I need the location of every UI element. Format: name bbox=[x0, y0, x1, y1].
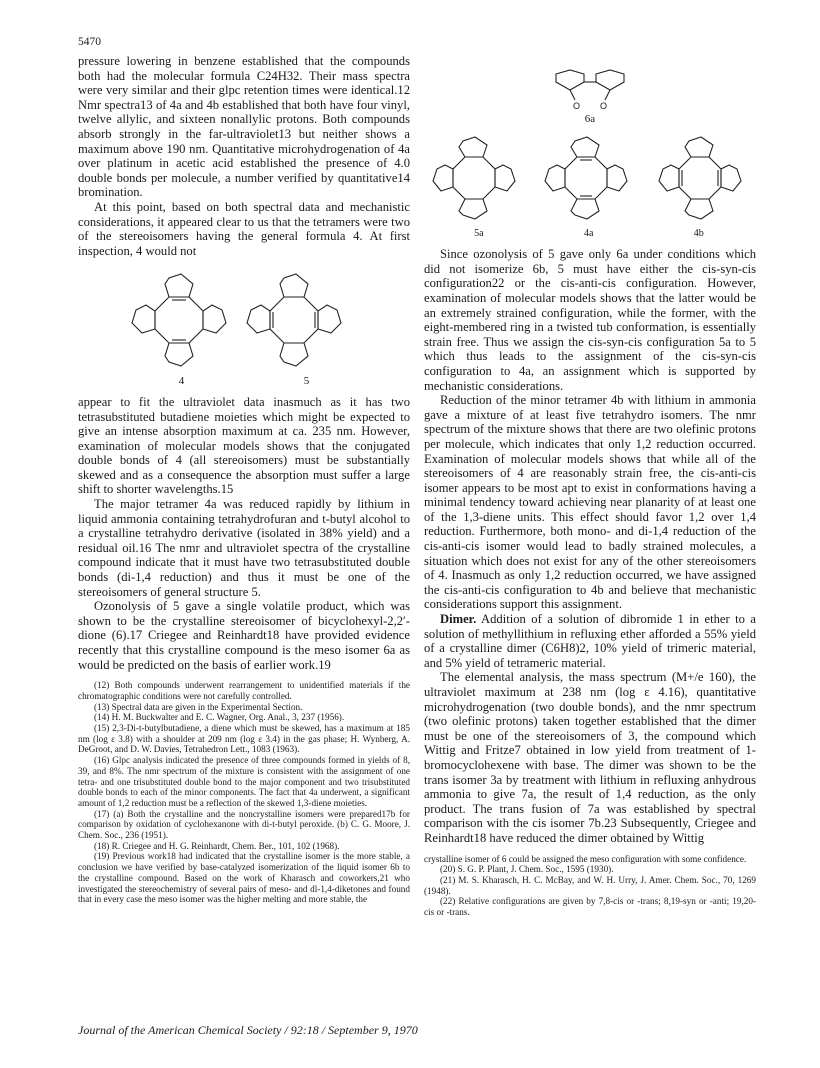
paragraph: Since ozonolysis of 5 gave only 6a under conditions which did not isomerize 6b, 5 must have either the cis-syn-cis configuration22 or the cis-anti-cis configuration. However, examination of molecular models shows that the latter would be an extremely strained configuration, while the former, with the eight-membered ring in a twisted tub conformation, is essentially strain free. Thus we assign the cis-syn-cis configuration 5a to 5 which thus leads to the assignment of the cis-syn-cis configuration to 4a, an assignment which is supported by mechanistic considerations. bbox=[424, 247, 756, 393]
paragraph: appear to fit the ultraviolet data inasmuch as it has two tetrasubstituted butadiene moieties which might be expected to give an intense absorption maximum at ca. 235 nm. However, examination of molecular models shows that the conjugated double bonds of 4 (all stereoisomers) must be substantially skewed and as a consequence the absorption must suffer a large shift to shorter wavelengths.15 bbox=[78, 394, 410, 497]
cyclohexane-ring bbox=[318, 305, 341, 333]
cyclohexane-ring bbox=[280, 343, 308, 366]
figure-label: 4b bbox=[693, 227, 704, 239]
journal-footer: Journal of the American Chemical Society / 92:18 / September 9, 1970 bbox=[78, 1023, 418, 1037]
paragraph: Ozonolysis of 5 gave a single volatile product, which was shown to be the crystalline stereoisomer of bicyclohexyl-2,2′-dione (6).17 Criegee and Reinhardt18 have provided evidence recently that this crystalline compound is the meso isomer 6a as would be predicted on the basis of earlier work.19 bbox=[78, 599, 410, 672]
left-column bbox=[78, 54, 410, 905]
paragraph-text: Addition of a solution of dibromide 1 in ether to a solution of methyllithium in refluxing ether afforded a 55% yield of a crystalline dimer (C6H8)2, 10% yield of trimeric material, and 5% yield of tetrameric material. bbox=[424, 612, 756, 670]
paragraph: At this point, based on both spectral data and mechanistic considerations, it appeared clear to us that the tetramers were two of the stereoisomers having the general formula 4. At first inspection, 4 would not bbox=[78, 199, 410, 258]
footnote: (22) Relative configurations are given by 7,8-cis or -trans; 8,19-syn or -anti; 19,20-cis or -trans. bbox=[424, 896, 756, 918]
paragraph: Reduction of the minor tetramer 4b with lithium in ammonia gave a mixture of at least five tetrahydro isomers. The nmr spectrum of the mixture shows that there are two olefinic protons per molecule, which indicates that only 1,2 reduction occurred. Examination of molecular models shows that while all of the stereoisomers of 4 are reasonably strain free, the cis-anti-cis isomer appears to be most apt to exist in conformations having a minimal tendency toward achieving near planarity of at least one of the 1,3-diene units. This effect should favor 1,2 over 1,4 reduction. Furthermore, both mono- and di-1,4 reduction of the cis-anti-cis isomer would lead to badly strained molecules, a situation which does not exist for any of the other stereoisomers of 4. Inasmuch as only 1,2 reduction occurred, we have assigned the cis-anti-cis configuration to 4b and believe that mechanistic considerations support this assignment. bbox=[424, 393, 756, 612]
right-column bbox=[424, 52, 756, 918]
svg-text:O: O bbox=[573, 101, 581, 111]
footnote: (20) S. G. P. Plant, J. Chem. Soc., 1595 (1930). bbox=[440, 864, 614, 875]
footnote: (13) Spectral data are given in the Experimental Section. bbox=[94, 701, 303, 712]
footnotes bbox=[78, 680, 410, 905]
section-heading: Dimer. bbox=[440, 612, 477, 627]
cyclohexene-ring bbox=[132, 305, 155, 333]
figure-label: 5a bbox=[474, 227, 484, 239]
paragraph: pressure lowering in benzene established that the compounds both had the molecular formula C24H32. Their mass spectra were very similar and their glpc retention times were identical.12 Nmr spectra13 of 4a and 4b established that both have four vinyl, twelve allylic, and sixteen nonallylic protons. Both compounds absorb strongly in the far-ultraviolet13 but neither shows a maximum above 190 nm. Quantitative microhydrogenation of 4a over platinum in acetic acid established the presence of 4.0 double bonds per molecule, a number verified by quantitative14 bromination. bbox=[78, 54, 410, 200]
cyclohexene-ring bbox=[165, 274, 193, 297]
footnote: (12) Both compounds underwent rearrangement to unidentified materials if the chromatographic conditions were not carefully controlled. bbox=[78, 680, 410, 701]
paragraph bbox=[424, 612, 756, 670]
page-number: 5470 bbox=[78, 36, 101, 48]
footnote: (21) M. S. Kharasch, H. C. McBay, and W. H. Urry, J. Amer. Chem. Soc., 70, 1269 (1948). bbox=[424, 874, 756, 896]
structure-figure-4-5 bbox=[119, 262, 369, 372]
cyclooctane-ring bbox=[270, 297, 318, 343]
structure-figure-5a-4a-4b bbox=[425, 131, 755, 227]
cyclohexene-ring bbox=[165, 343, 193, 366]
cyclohexane-ring bbox=[247, 305, 270, 333]
footnote: (17) (a) Both the crystalline and the noncrystalline isomers were prepared17b for comparison by oxidation of cyclohexanone with di-t-butyl peroxide. (b) C. G. Moore, J. Chem. Soc., 236 (1951). bbox=[78, 808, 410, 841]
figure-label: 4a bbox=[583, 227, 594, 239]
figure-label: 6a bbox=[584, 113, 596, 125]
paragraph: The elemental analysis, the mass spectrum (M+/e 160), the ultraviolet maximum at 238 nm (log ε 4.16), quantitative microhydrogenation (two double bonds), and the nmr spectrum (two olefinic protons) taken together established that the dimer must be one of the stereoisomers of 3, the compound which Wittig and Fritze7 obtained in low yield from treatment of 1-bromocyclohexene with base. The dimer was shown to be the trans isomer 3a by treatment with lithium in refluxing anhydrous ammonia to give 7a, the result of 1,4 reduction, as the only product. The trans fusion of 7a was established by spectral comparison with the cis isomer 7b.23 Subsequently, Criegee and Reinhardt18 have reduced the dimer obtained by Wittig bbox=[424, 670, 756, 845]
footnote: (14) H. M. Buckwalter and E. C. Wagner, Org. Anal., 3, 237 (1956). bbox=[94, 712, 345, 723]
footnote: (19) Previous work18 had indicated that the crystalline isomer is the more stable, a conclusion we have verified by base-catalyzed isomerization of the liquid isomer 6b to the crystalline compound. Based on the work of Kharasch and coworkers,21 who investigated the stereochemistry of several pairs of meso- and dl-1,4-diketones and found that in every case the meso isomer was the higher melting and more stable, the bbox=[78, 851, 410, 905]
footnotes bbox=[424, 854, 756, 918]
paragraph: The major tetramer 4a was reduced rapidly by lithium in liquid ammonia containing tetrahydrofuran and t-butyl alcohol to a crystalline tetrahydro derivative (isolated in 38% yield) and a residual oil.16 The nmr and ultraviolet spectra of the crystalline compound indicate that it must have two tetrasubstituted double bonds (di-1,4 reduction) and thus it must be one of the stereoisomers of general structure 5. bbox=[78, 497, 410, 599]
svg-text:O: O bbox=[600, 101, 608, 111]
figure-label: 4 bbox=[178, 375, 185, 388]
footnote: (16) Glpc analysis indicated the presence of three compounds formed in yields of 8, 39, and 8%. The nmr spectrum of the mixture is consistent with the assignment of one tetra- and one trisubstituted double bond to the major component and two trisubstituted double bonds to each of the minor components. The fact that 4a underwent, a significant amount of 1,2 reduction must be a reflection of the skewed 1,3-diene moieties. bbox=[78, 755, 410, 808]
cyclohexene-ring bbox=[203, 305, 226, 333]
footnote: crystalline isomer of 6 could be assigned the meso configuration with some confidence. bbox=[424, 853, 747, 864]
footnote: (18) R. Criegee and H. G. Reinhardt, Chem. Ber., 101, 102 (1968). bbox=[94, 840, 340, 851]
cyclooctane-ring bbox=[155, 297, 203, 343]
cyclohexane-ring bbox=[280, 274, 308, 297]
footnote: (15) 2,3-Di-t-butylbutadiene, a diene which must be skewed, has a maximum at 185 nm (log ε 3.8) with a shoulder at 209 nm (log ε 3.4) in the gas phase; H. Wynberg, A. DeGroot, and D. W. Davies, Tetrahedron Lett., 1083 (1963). bbox=[78, 723, 410, 755]
figure-label: 5 bbox=[303, 375, 310, 388]
structure-figure-6a bbox=[530, 56, 650, 112]
